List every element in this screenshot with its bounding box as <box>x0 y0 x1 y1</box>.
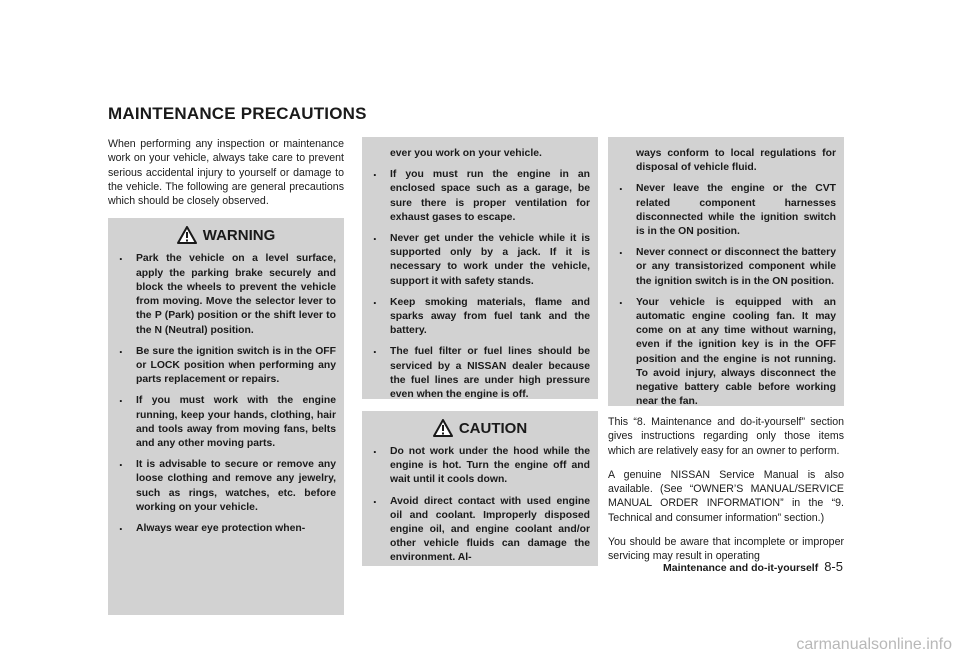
column-1 <box>108 137 344 615</box>
caution-title-text: CAUTION <box>458 419 528 437</box>
warning-item: . Always wear eye protection when- <box>116 522 336 536</box>
page-heading: MAINTENANCE PRECAUTIONS <box>108 104 367 123</box>
warning-box-continued <box>362 137 598 399</box>
column-2 <box>362 137 598 566</box>
warning-item: . It is advisable to secure or remove any loose clothing and remove any jewelry, such as rings, watches, etc. before working on your vehicle. <box>116 458 336 515</box>
caution-list <box>370 445 590 566</box>
caution-item: . Never leave the engine or the CVT related component harnesses disconnected while the ignition switch is in the ON position. <box>616 182 836 239</box>
body-paragraph: This “8. Maintenance and do-it-yourself” section gives instructions regarding only those items which are relatively easy for an owner to perform. <box>608 416 844 457</box>
warning-list <box>116 252 336 536</box>
column-3 <box>608 137 844 574</box>
footer-section-name: Maintenance and do-it-yourself <box>663 562 819 574</box>
warning-item: . Keep smoking materials, flame and sparks away from fuel tank and the battery. <box>370 296 590 339</box>
caution-title <box>370 419 590 437</box>
warning-item: . Park the vehicle on a level surface, apply the parking brake securely and block the wheels to prevent the vehicle from moving. Move the selector lever to the P (Park) position or the shift lever to the N (Neutral) position. <box>116 252 336 337</box>
caution-triangle-icon <box>433 419 453 437</box>
warning-item: . Never get under the vehicle while it is supported only by a jack. If it is necessary to work under the vehicle, support it with safety stands. <box>370 232 590 289</box>
caution-item: . Your vehicle is equipped with an automatic engine cooling fan. It may come on at any time without warning, even if the ignition key is in the OFF position and the engine is not running. To avoid injury, always disconnect the negative battery cable before working near the fan. <box>616 296 836 410</box>
body-paragraph: You should be aware that incomplete or improper servicing may result in operating <box>608 536 844 563</box>
warning-item: . If you must run the engine in an enclosed space such as a garage, be sure there is proper ventilation for exhaust gases to escape. <box>370 168 590 225</box>
caution-box-continued <box>608 137 844 406</box>
intro-paragraph: When performing any inspection or maintenance work on your vehicle, always take care to prevent serious accidental injury to yourself or damage to the vehicle. The following are general precautions which should be closely observed. <box>108 138 344 208</box>
page-footer <box>630 559 843 574</box>
caution-box <box>362 411 598 566</box>
warning-title <box>116 226 336 244</box>
caution-item: . Do not work under the hood while the engine is hot. Turn the engine off and wait until it cools down. <box>370 445 590 488</box>
watermark: carmanualsonline.info <box>796 636 952 653</box>
caution-list-continued <box>616 182 836 409</box>
warning-continued-text: ever you work on your vehicle. <box>390 148 542 159</box>
warning-list-continued <box>370 168 590 402</box>
warning-item: . If you must work with the engine running, keep your hands, clothing, hair and tools away from moving fans, belts and any other moving parts. <box>116 394 336 451</box>
body-paragraph: A genuine NISSAN Service Manual is also available. (See “OWNER’S MANUAL/SERVICE MANUAL ORDER INFORMATION” in the “9. Technical and consumer information” section.) <box>608 468 844 524</box>
warning-item: . The fuel filter or fuel lines should be serviced by a NISSAN dealer because the fuel lines are under high pressure even when the engine is off. <box>370 345 590 402</box>
warning-box <box>108 218 344 615</box>
caution-continued-text: ways conform to local regulations for disposal of vehicle fluid. <box>636 148 836 174</box>
warning-item: . Be sure the ignition switch is in the OFF or LOCK position when performing any parts replacement or repairs. <box>116 345 336 388</box>
page-number: 8-5 <box>824 559 843 574</box>
warning-triangle-icon <box>177 226 197 244</box>
caution-item: . Never connect or disconnect the battery or any transistorized component while the ignition switch is in the ON position. <box>616 246 836 289</box>
warning-title-text: WARNING <box>202 226 276 244</box>
caution-item: . Avoid direct contact with used engine oil and coolant. Improperly disposed engine oil, and engine coolant and/or other vehicle fluids can damage the environment. Al- <box>370 495 590 566</box>
